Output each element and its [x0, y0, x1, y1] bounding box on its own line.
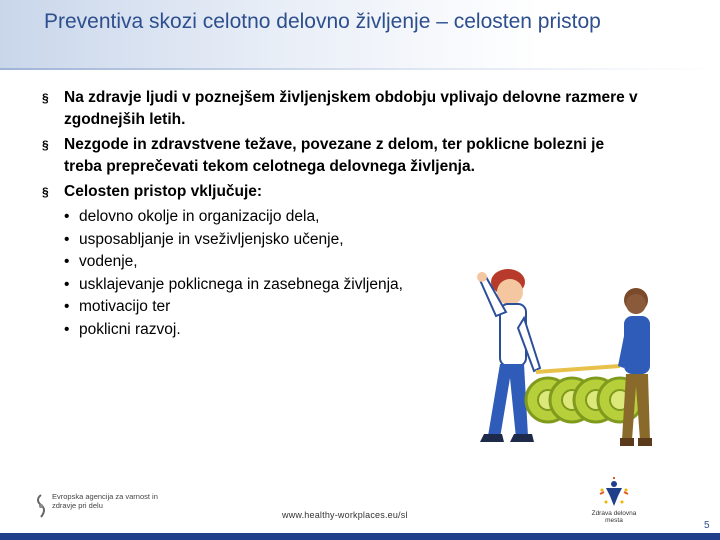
sub-item-text: vodenje,	[79, 253, 138, 270]
sub-item-text: motivacijo ter	[79, 298, 171, 315]
campaign-logo	[584, 476, 644, 522]
sub-bullet-marker: •	[64, 320, 70, 338]
sub-item-text: poklicni razvoj.	[79, 320, 181, 338]
bullet-text: Celosten pristop vključuje:	[64, 183, 263, 200]
bullet-text: Nezgode in zdravstvene težave, povezane z delom, ter poklicne bolezni je treba preprečevati tekom celotnega delovnega življenja.	[64, 136, 605, 175]
slide-title: Preventiva skozi celotno delovno življenje – celosten pristop	[44, 10, 601, 33]
tape-measure	[536, 366, 620, 372]
campaign-caption: Zdrava delovna mesta	[591, 510, 637, 524]
sub-bullet-marker: •	[64, 208, 70, 225]
agency-logo	[34, 492, 158, 522]
sub-item-text: delovno okolje in organizacijo dela,	[79, 208, 320, 225]
right-worker-figure	[618, 288, 652, 446]
bullet-item	[42, 181, 642, 203]
sub-bullet-marker: •	[64, 275, 70, 293]
bullet-marker: §	[42, 138, 49, 152]
bullet-text: Na zdravje ljudi v poznejšem življenjskem obdobju vplivajo delovne razmere v zgodnejših letih.	[64, 89, 638, 128]
sub-bullet-marker: •	[64, 298, 70, 315]
agency-name: Evropska agencija za varnost in zdravje pri delu	[52, 492, 158, 510]
bullet-marker: §	[42, 91, 49, 105]
sub-list-item	[64, 206, 642, 229]
agency-emblem-icon	[34, 494, 48, 518]
campaign-emblem-icon	[584, 476, 644, 510]
sub-item-text: usposabljanje in vseživljenjsko učenje,	[79, 230, 344, 248]
bullet-item	[42, 134, 642, 178]
sub-bullet-marker: •	[64, 230, 70, 248]
sub-list-item	[64, 229, 642, 252]
workers-illustration	[470, 268, 670, 468]
bullet-item	[42, 87, 642, 131]
sub-item-text: usklajevanje poklicnega in zasebnega življenja,	[79, 275, 403, 293]
left-worker-figure	[477, 269, 540, 442]
sub-bullet-marker: •	[64, 253, 70, 270]
campaign-url[interactable]: www.healthy-workplaces.eu/sl	[282, 510, 408, 520]
page-number: 5	[704, 520, 710, 531]
bottom-bar	[0, 533, 720, 540]
bullet-marker: §	[42, 185, 49, 199]
